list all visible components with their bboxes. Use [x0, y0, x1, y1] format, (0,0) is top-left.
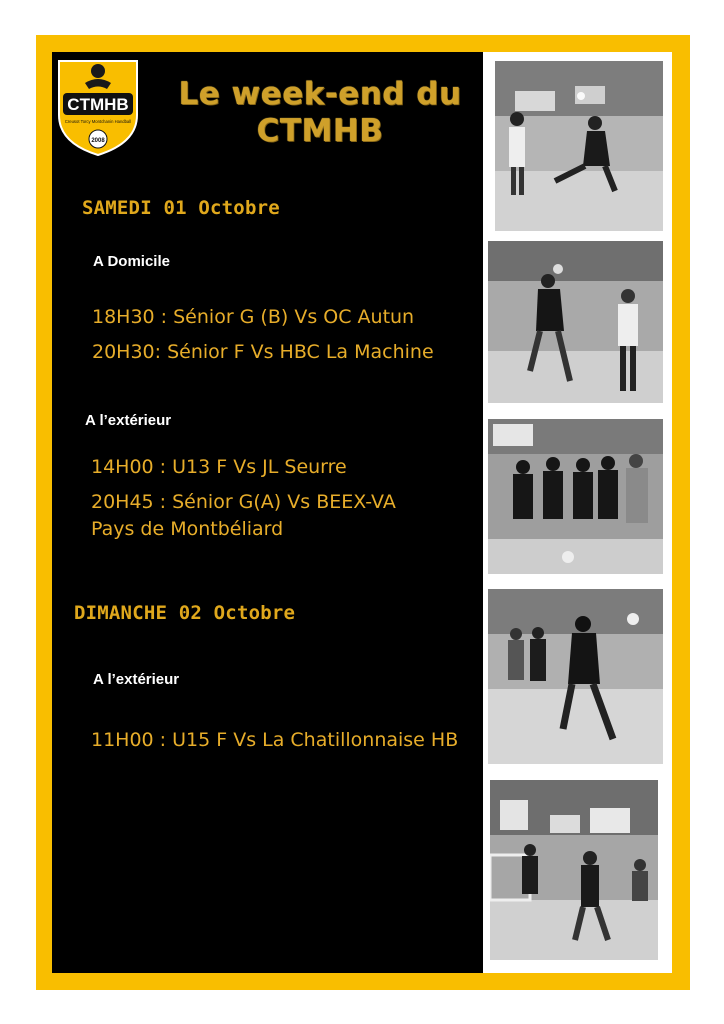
- logo-name: CTMHB: [67, 95, 129, 114]
- page-title: [160, 76, 480, 150]
- title-line-1: Le week-end du: [178, 76, 462, 112]
- logo-tagline: Creusot Torcy Montchanin Handball: [64, 119, 132, 124]
- club-logo: [55, 57, 141, 157]
- match-item: 20H45 : Sénior G(A) Vs BEEX-VA: [91, 491, 396, 513]
- match-item: 14H00 : U13 F Vs JL Seurre: [91, 456, 347, 478]
- title-line-2: CTMHB: [256, 113, 384, 149]
- team-huddle-photo: [488, 419, 663, 574]
- match-item: 11H00 : U15 F Vs La Chatillonnaise HB: [91, 729, 459, 751]
- handball-jump-photo: [488, 241, 663, 403]
- match-item-continuation: Pays de Montbéliard: [91, 518, 284, 540]
- logo-year: 2008: [91, 138, 105, 144]
- handball-shot-photo: [495, 61, 663, 231]
- match-item: 20H30: Sénior F Vs HBC La Machine: [92, 341, 434, 363]
- handball-throw-photo: [488, 589, 663, 764]
- day-heading-sunday: DIMANCHE 02 Octobre: [74, 602, 296, 624]
- day-heading-saturday: SAMEDI 01 Octobre: [82, 197, 280, 219]
- match-item: 18H30 : Sénior G (B) Vs OC Autun: [92, 306, 415, 328]
- section-label-away: A l’extérieur: [93, 671, 180, 688]
- section-label-away: A l’extérieur: [85, 412, 172, 429]
- handball-goal-photo: [490, 780, 658, 960]
- section-label-home: A Domicile: [93, 253, 170, 270]
